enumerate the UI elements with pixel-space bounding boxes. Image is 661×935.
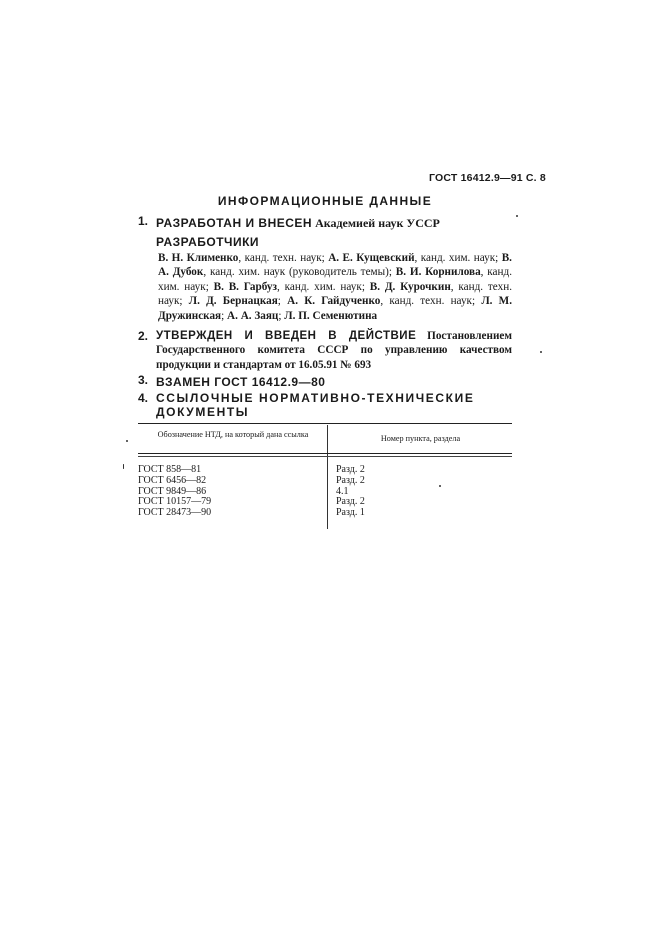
developer-name: В. Н. Клименко <box>158 252 239 264</box>
item-heading: УТВЕРЖДЕН И ВВЕДЕН В ДЕЙСТВИЕ <box>156 330 417 342</box>
item-number: 4. <box>138 391 149 405</box>
table-header-clause: Номер пункта, раздела <box>380 434 461 443</box>
page-reference: ГОСТ 16412.9—91 С. 8 <box>429 172 546 184</box>
scan-speck <box>123 464 124 469</box>
section-title: ИНФОРМАЦИОННЫЕ ДАННЫЕ <box>217 194 433 208</box>
item-text: Академией наук УССР <box>312 216 440 230</box>
developer-title: , канд. хим. наук (руководитель темы); <box>203 266 396 279</box>
item-text: Постановлением Государственного комитета СССР по управлению качеством продукции и стандартам от 16.05.91 № 693 <box>156 330 512 371</box>
scan-speck <box>439 485 441 487</box>
item-heading: ВЗАМЕН ГОСТ 16412.9—80 <box>156 375 326 389</box>
developer-name: Л. П. Семенютина <box>284 309 378 322</box>
developer-name: Л. М. Дружинская <box>158 295 513 322</box>
table-header-rule-2 <box>138 456 512 457</box>
developers-heading <box>156 233 530 251</box>
item-number: 2. <box>138 329 149 343</box>
table-cell-designation: ГОСТ 6456—82 <box>138 474 207 486</box>
developer-title: , канд. хим. наук; <box>414 252 502 264</box>
table-cell-clause: Разд. 2 <box>336 496 365 508</box>
developer-title: , канд. техн. наук; <box>380 295 482 308</box>
developer-title: ; <box>277 295 288 308</box>
table-cell-clause: Разд. 2 <box>336 474 365 486</box>
developer-title: , канд. техн. наук; <box>238 252 329 264</box>
table-header-designation: Обозначение НТД, на который дана ссылка <box>157 430 309 439</box>
table-cell-clause: Разд. 1 <box>336 507 365 519</box>
developer-name: Л. Д. Бернацкая <box>188 295 278 308</box>
scan-speck <box>516 215 518 217</box>
table-cell-clause: Разд. 2 <box>336 464 365 475</box>
table-column-divider <box>327 425 328 529</box>
item-heading: РАЗРАБОТАН И ВНЕСЕН <box>156 216 313 230</box>
item-heading: ССЫЛОЧНЫЕ НОРМАТИВНО-ТЕХНИЧЕСКИЕ ДОКУМЕНТЫ <box>156 391 475 419</box>
developer-title: , канд. техн. наук; <box>158 280 512 308</box>
table-top-rule <box>138 423 512 424</box>
developer-title: ; <box>221 309 228 322</box>
scan-speck <box>126 440 128 442</box>
item-number: 3. <box>138 373 149 387</box>
table-header-rule <box>138 453 512 454</box>
developers-list <box>158 251 512 323</box>
developers-heading-text: РАЗРАБОТЧИКИ <box>156 235 260 249</box>
developer-name: В. Д. Курочкин <box>369 280 451 293</box>
table-cell-clause: 4.1 <box>336 485 349 497</box>
developer-title: ; <box>278 309 285 322</box>
developer-name: А. Е. Кущевский <box>328 252 415 264</box>
item-number: 1. <box>138 214 149 228</box>
table-column-clause <box>336 465 365 519</box>
scan-speck <box>540 351 542 353</box>
developer-name: В. В. Гарбуз <box>213 280 277 293</box>
developer-name: В. И. Корнилова <box>395 266 481 279</box>
table-cell-designation: ГОСТ 858—81 <box>138 464 202 475</box>
developer-title: , канд. хим. наук; <box>277 280 370 293</box>
developer-name: В. А. Дубок <box>158 252 512 279</box>
developer-title: , канд. хим. наук; <box>158 266 512 293</box>
table-cell-designation: ГОСТ 28473—90 <box>138 507 212 519</box>
table-column-designation <box>138 465 211 519</box>
table-cell-designation: ГОСТ 10157—79 <box>138 496 212 508</box>
reference-table <box>138 423 512 531</box>
table-cell-designation: ГОСТ 9849—86 <box>138 485 207 497</box>
developer-name: А. А. Заяц <box>227 309 279 322</box>
developer-name: А. К. Гайдученко <box>287 295 381 308</box>
